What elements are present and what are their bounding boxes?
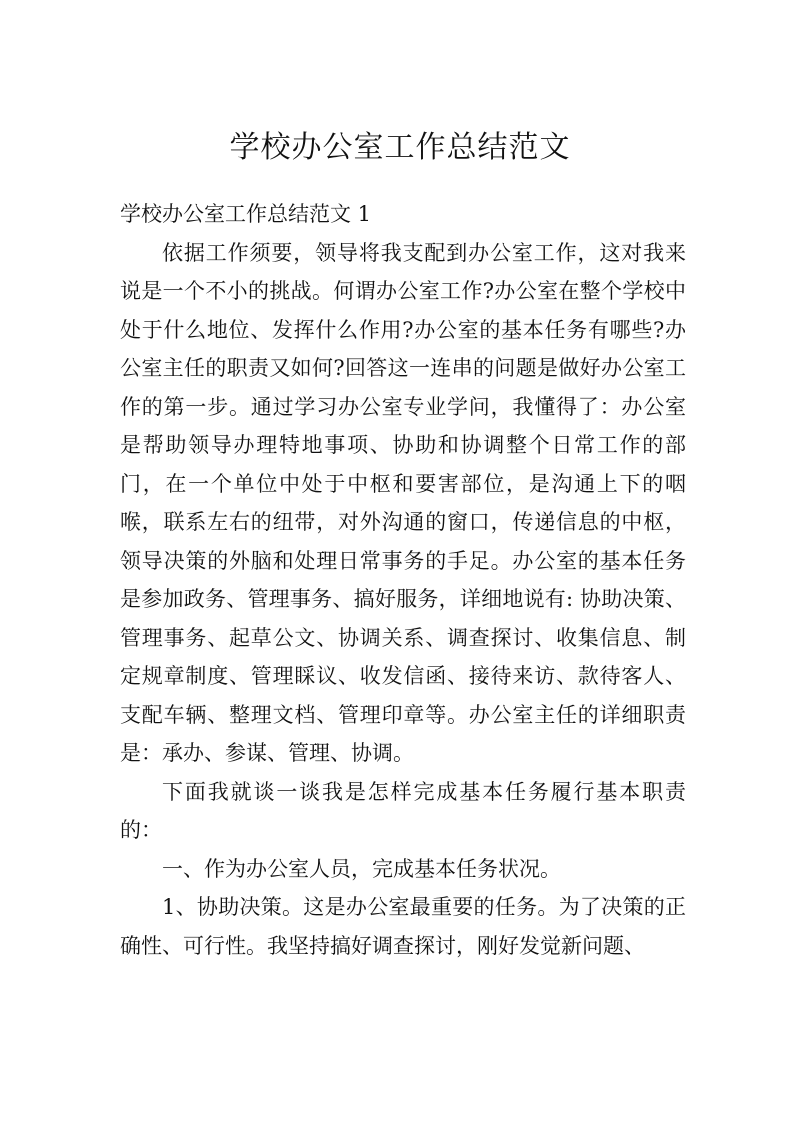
section-heading: 学校办公室工作总结范文 1 [120,202,372,226]
document-title: 学校办公室工作总结范文 [229,130,571,165]
body-paragraph: 一、作为办公室人员，完成基本任务状况。 [162,856,561,881]
document-body [120,195,686,965]
body-paragraph: 依据工作须要，领导将我支配到办公室工作，这对我来说是一个不小的挑战。何谓办公室工作?办公室在整个学校中处于什么地位、发挥什么作用?办公室的基本任务有哪些?办公室主任的职责又如何?回答这一连串的问题是做好办公室工作的第一步。通过学习办公室专业学问，我懂得了：办公室是帮助领导办理特地事项、协助和协调整个日常工作的部门，在一个单位中处于中枢和要害部位，是沟通上下的咽喉，联系左右的纽带，对外沟通的窗口，传递信息的中枢，领导决策的外脑和处理日常事务的手足。办公室的基本任务是参加政务、管理事务、搞好服务，详细地说有: 协助决策、管理事务、起草公文、协调关系、调查探讨、收集信息、制定规章制度、管理睬议、收发信函、接待来访、款待客人、支配车辆、整理文档、管理印章等。办公室主任的详细职责是：承办、参谋、管理、协调。 [120,240,686,765]
body-paragraph: 下面我就谈一谈我是怎样完成基本任务履行基本职责的： [120,779,686,842]
body-paragraph: 1、协助决策。这是办公室最重要的任务。为了决策的正确性、可行性。我坚持搞好调查探讨，刚好发觉新问题、 [120,895,686,958]
